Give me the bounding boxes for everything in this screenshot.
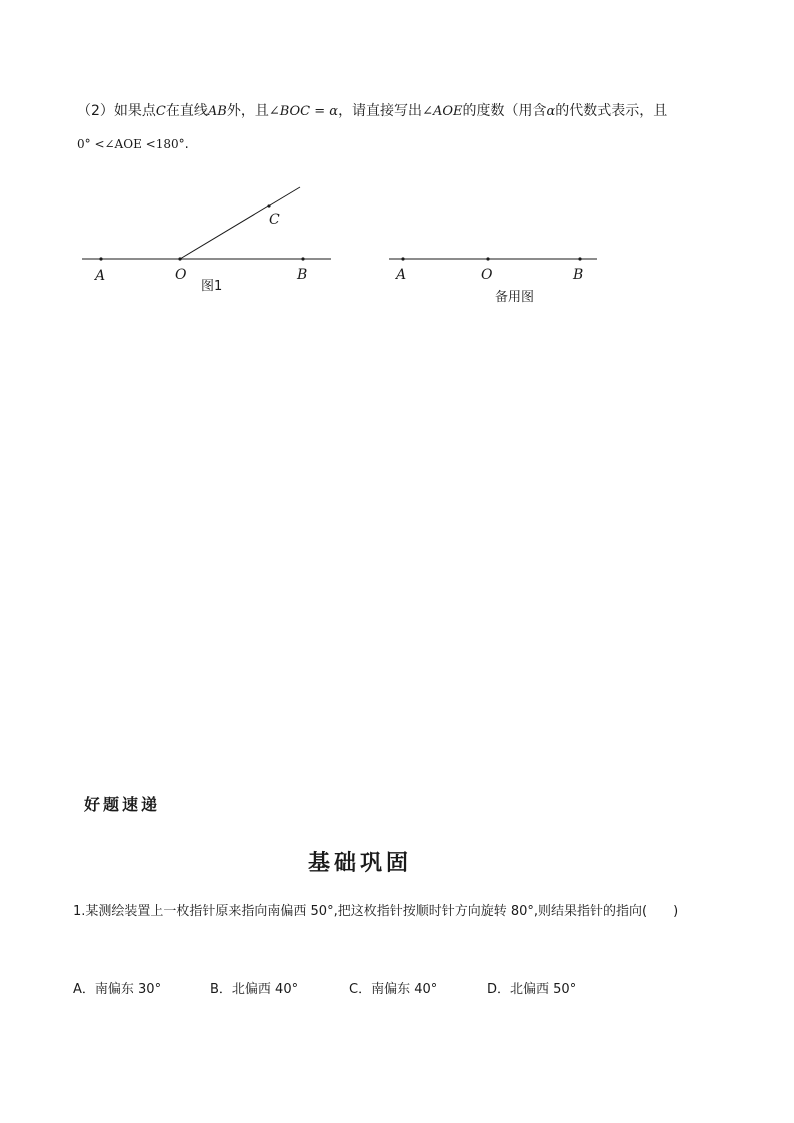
fig1-ray-oc	[180, 187, 300, 259]
q2-angle-expr: ∠BOC = α	[268, 104, 339, 119]
fig1-point-a	[99, 257, 102, 260]
q2-range-expr: 0° <∠AOE <180°	[77, 137, 185, 151]
section-tag: 好题速递	[84, 795, 161, 814]
option-letter: B．	[210, 982, 232, 997]
q2-point-c: C	[155, 104, 166, 119]
fig1-point-c	[267, 204, 270, 207]
q2-mid2: 外，且	[226, 103, 269, 119]
fig1-label-b: B	[297, 267, 308, 283]
option-letter: A．	[73, 982, 95, 997]
fig2-label-b: B	[573, 267, 584, 283]
fig1-point-o	[178, 257, 181, 260]
fig1-caption: 图1	[201, 279, 223, 294]
option-c	[349, 980, 437, 1000]
option-b	[210, 980, 298, 1000]
q2-angle-aoe: ∠AOE	[422, 104, 463, 119]
option-a	[73, 980, 161, 1000]
q2-mid3: ，请直接写出	[338, 103, 423, 119]
q2-line2-suffix: .	[184, 137, 189, 152]
fig2-caption: 备用图	[495, 290, 535, 305]
q2-line-ab: AB	[207, 104, 227, 119]
option-text: 南偏东 30°	[94, 982, 162, 997]
q2-suffix: 的代数式表示，且	[555, 103, 668, 119]
question1-text: 1.某测绘装置上一枚指针原来指向南偏西 50°,把这枚指针按顺时针方向旋转 80°,则结果指针的指向( )	[73, 904, 679, 919]
option-letter: C．	[349, 982, 372, 997]
option-text: 北偏西 50°	[510, 982, 577, 997]
option-letter: D．	[487, 982, 511, 997]
option-d	[487, 980, 576, 1000]
fig2-point-o	[486, 257, 489, 260]
q2-alpha: α	[546, 104, 556, 119]
q2-mid4: 的度数（用含	[462, 103, 547, 119]
fig1-label-o: O	[175, 267, 187, 283]
q2-mid1: 在直线	[165, 103, 208, 119]
option-text: 北偏西 40°	[231, 982, 299, 997]
section-title: 基础巩固	[308, 850, 413, 876]
figure1-diagram	[0, 0, 794, 330]
fig2-point-b	[578, 257, 581, 260]
fig2-point-a	[401, 257, 404, 260]
fig2-label-o: O	[481, 267, 493, 283]
fig1-label-c: C	[269, 212, 280, 228]
fig2-label-a: A	[396, 267, 407, 283]
option-text: 南偏东 40°	[371, 982, 438, 997]
fig1-point-b	[301, 257, 304, 260]
q2-prefix: （2）如果点	[77, 103, 156, 119]
fig1-label-a: A	[95, 268, 106, 284]
